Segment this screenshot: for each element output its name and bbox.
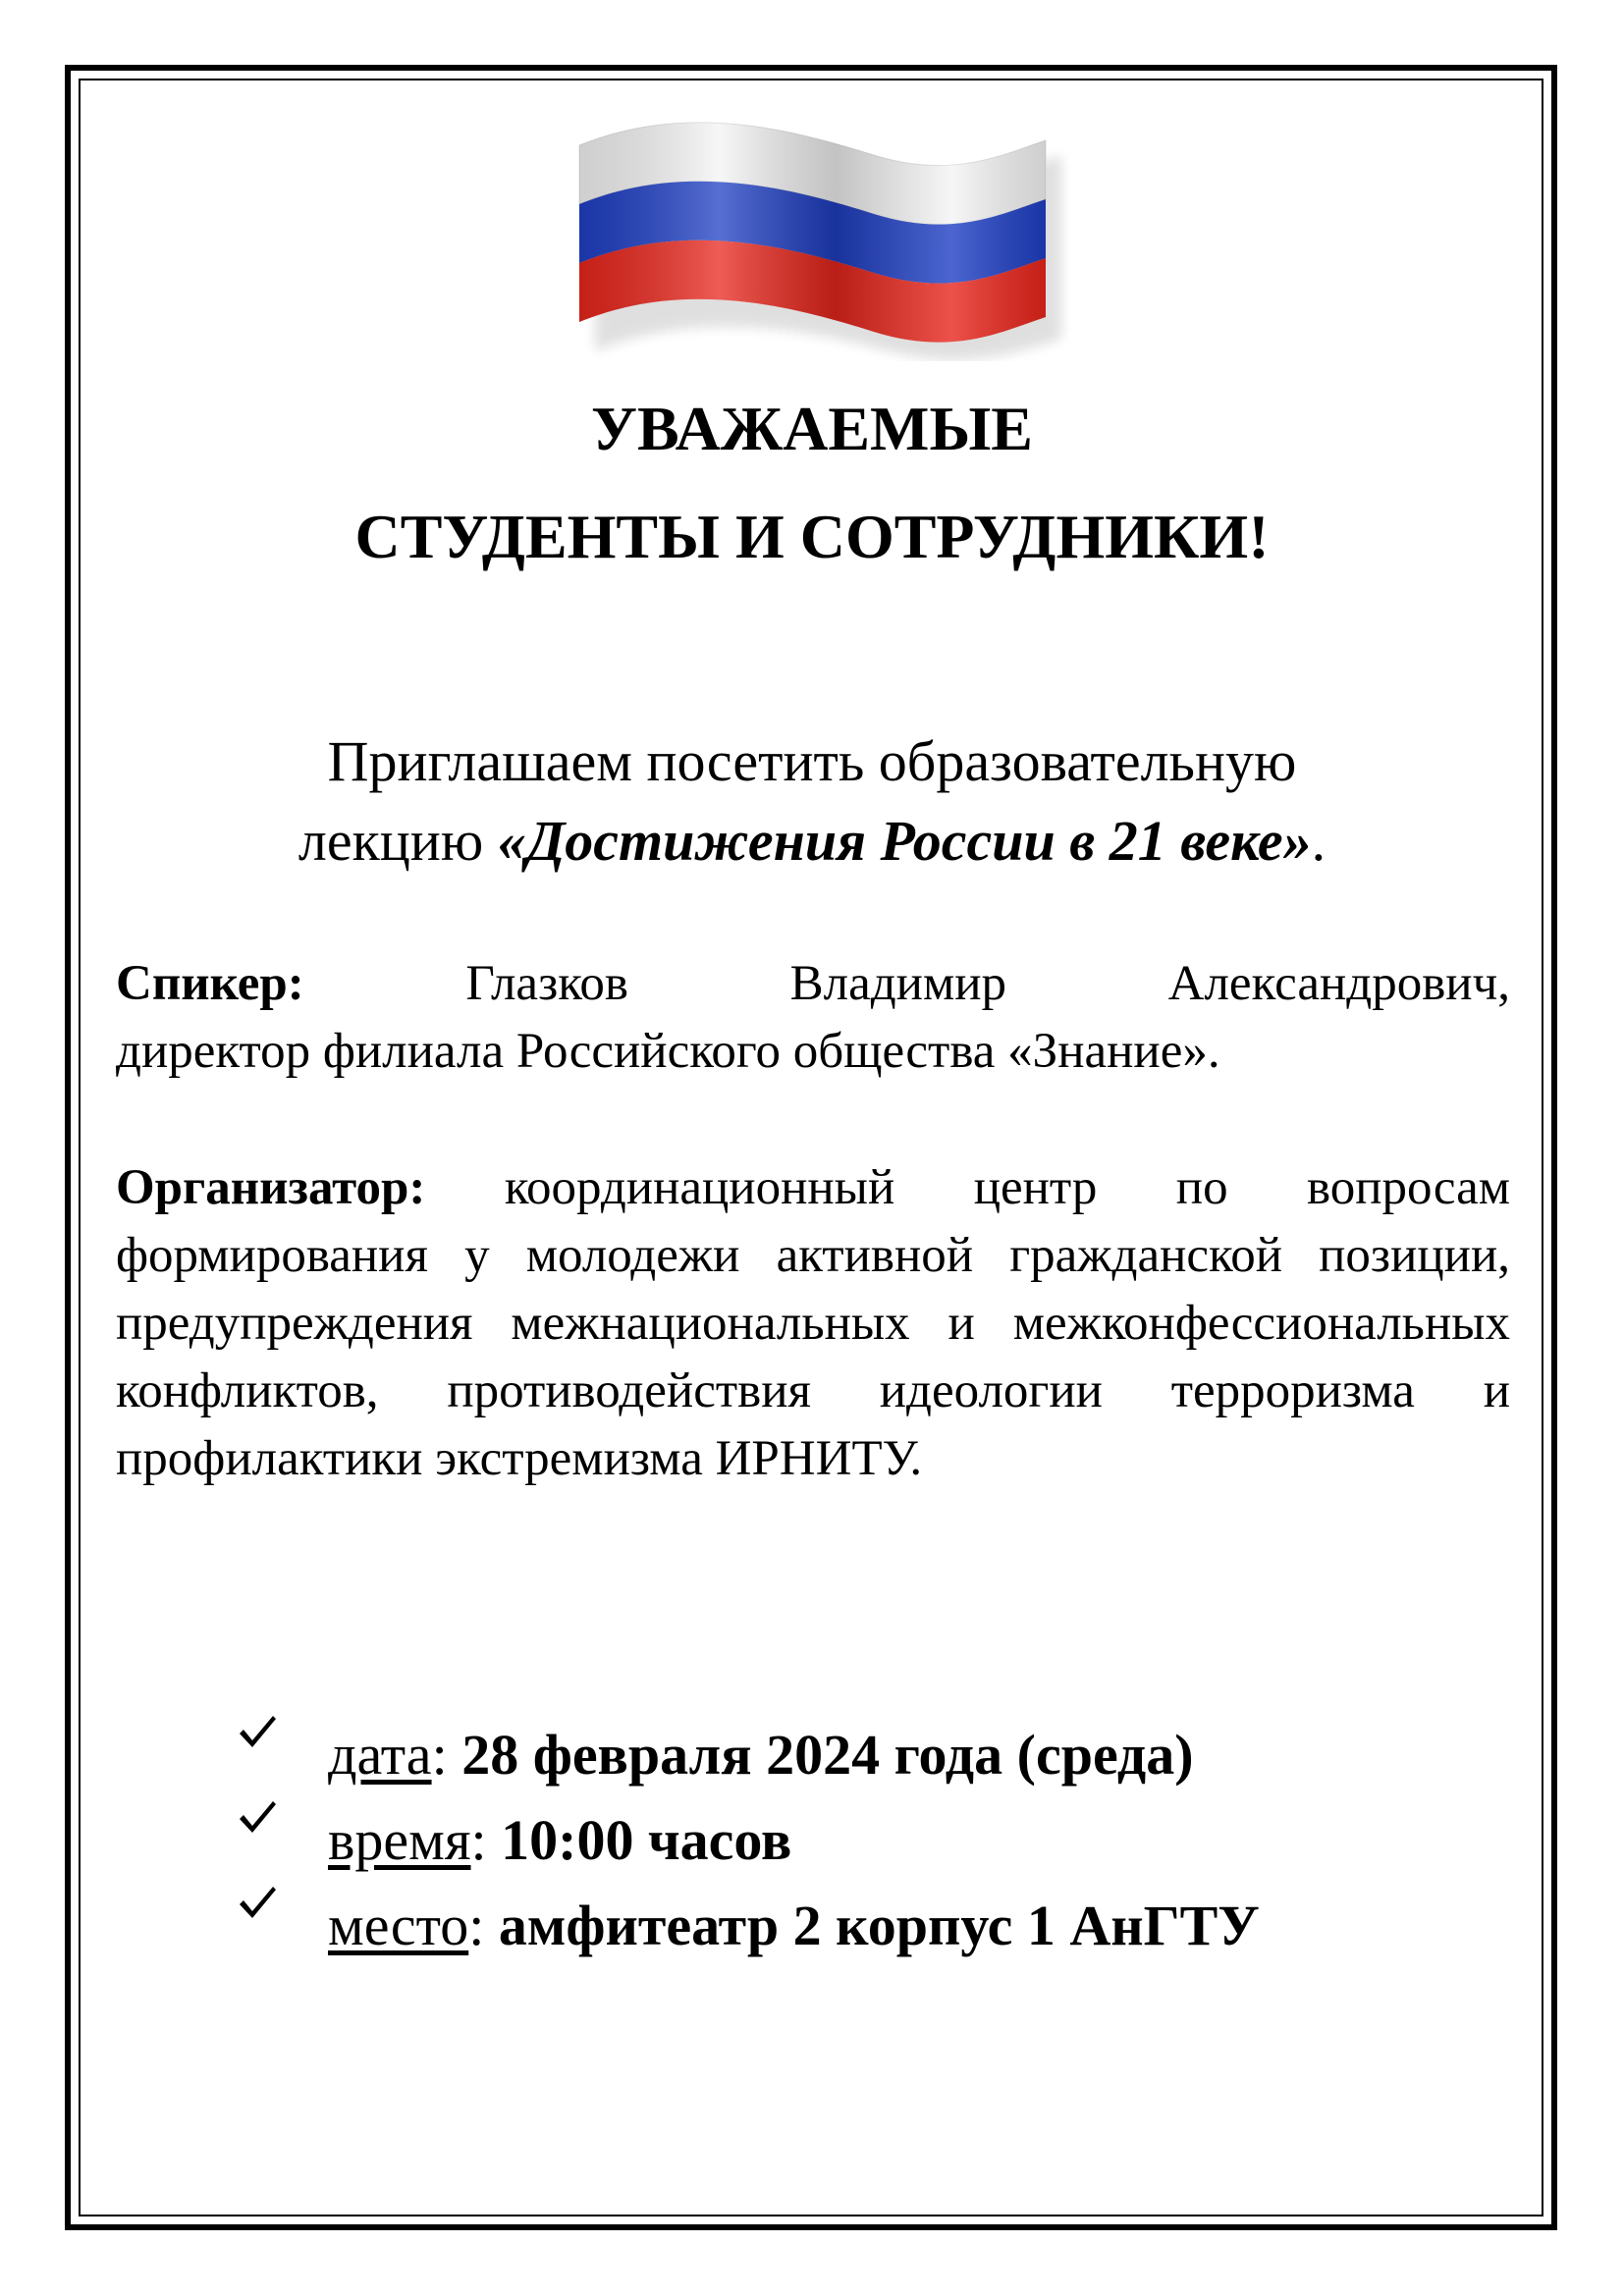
- detail-date: [234, 1688, 1510, 1787]
- date-value: 28 февраля 2024 года (среда): [461, 1723, 1194, 1787]
- invitation-line1: Приглашаем посетить образовательную: [327, 729, 1297, 793]
- invitation-text: [108, 721, 1516, 881]
- invitation-line2: [108, 801, 1516, 881]
- place-separator: :: [468, 1894, 499, 1957]
- speaker-line1: [116, 950, 1510, 1018]
- organizer-text: координационный центр по вопросам формирования у молодежи активной гражданской позиции, предупреждения межнациональных и межконфессиональных конфликтов, противодействия идеологии терроризма и профилактики экстремизма ИРНИТУ.: [116, 1160, 1510, 1486]
- invitation-suffix: .: [1311, 809, 1326, 873]
- time-separator: :: [470, 1808, 502, 1872]
- speaker-section: [116, 950, 1510, 1086]
- speaker-position: директор филиала Российского общества «Знание».: [116, 1024, 1220, 1079]
- place-value: амфитеатр 2 корпус 1 АнГТУ: [498, 1894, 1260, 1957]
- speaker-label: Спикер:: [116, 956, 304, 1011]
- russian-flag-icon: [560, 106, 1070, 361]
- page-title-line1: УВАЖАЕМЫЕ: [591, 394, 1033, 463]
- date-separator: :: [431, 1723, 462, 1787]
- checkmark-icon: [234, 1688, 328, 1774]
- organizer-section: [116, 1154, 1510, 1493]
- time-value: 10:00 часов: [501, 1808, 792, 1872]
- speaker-patronymic: Александрович,: [1167, 956, 1510, 1011]
- checkmark-icon: [234, 1859, 328, 1945]
- organizer-label: Организатор:: [116, 1160, 426, 1215]
- page-title-line2: СТУДЕНТЫ И СОТРУДНИКИ!: [354, 502, 1270, 571]
- lecture-title: «Достижения России в 21 веке»: [497, 809, 1312, 873]
- checkmark-icon: [234, 1774, 328, 1859]
- event-details: [234, 1688, 1510, 1957]
- invitation-prefix: лекцию: [298, 809, 498, 873]
- date-label: дата: [328, 1723, 432, 1787]
- speaker-surname: Глазков: [465, 956, 628, 1011]
- place-label: место: [328, 1894, 469, 1957]
- time-label: время: [328, 1808, 471, 1872]
- speaker-name: Владимир: [789, 956, 1007, 1011]
